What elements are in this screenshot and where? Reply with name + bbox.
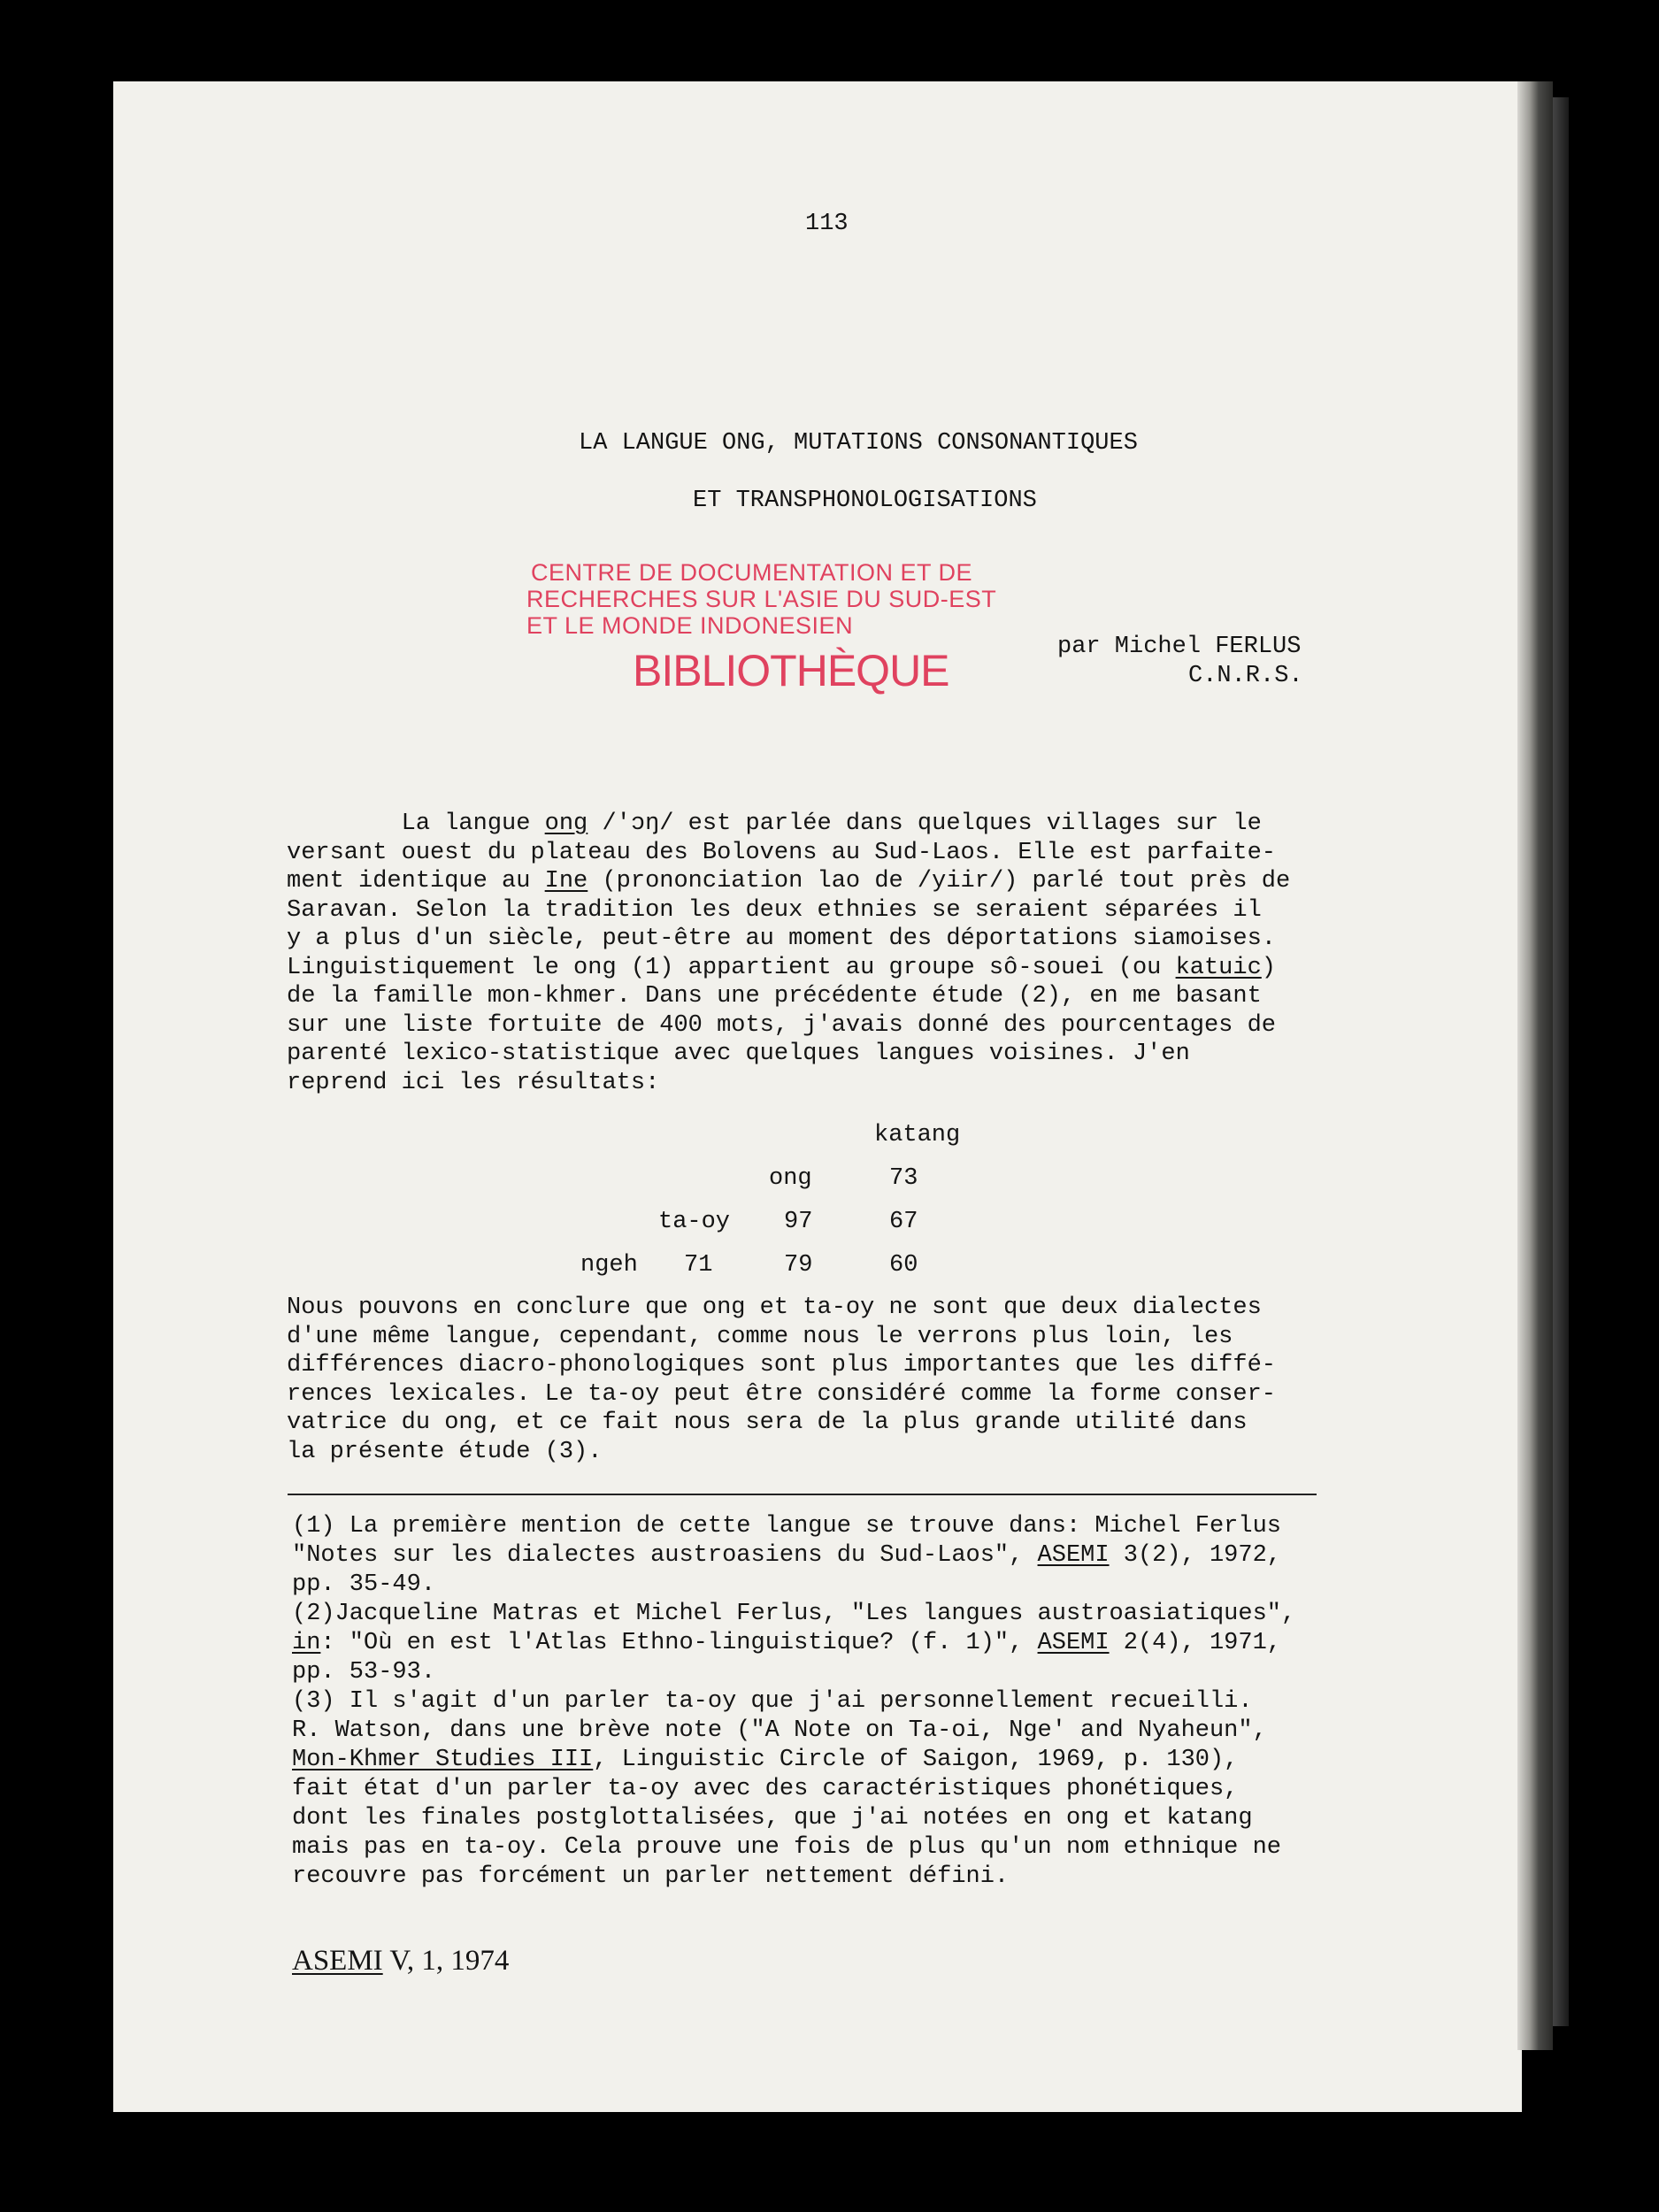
text-run: (prononciation lao de /yiir/) parlé tout près de (588, 868, 1291, 895)
table-row-label: ngeh (580, 1252, 638, 1279)
text-run: R. Watson, dans une brève note ("A Note on Ta-oi, Nge' and Nyaheun", (292, 1717, 1267, 1744)
table-header-katang: katang (874, 1122, 961, 1148)
text-run: sur une liste fortuite de 400 mots, j'avais donné des pourcentages de (287, 1011, 1276, 1039)
text-run: 3(2), 1972, (1109, 1542, 1281, 1569)
text-run: versant ouest du plateau des Bolovens au Sud-Laos. Elle est parfaite- (287, 839, 1276, 866)
body-line (287, 1293, 1262, 1323)
text-run: , Linguistic Circle of Saigon, 1969, p. 130), (593, 1747, 1239, 1773)
text-run: la présente étude (3). (287, 1438, 603, 1465)
underlined-term: in (292, 1630, 321, 1656)
body-line (287, 1039, 1190, 1069)
footnote-line (292, 1774, 1238, 1804)
text-run: ment identique au (287, 868, 545, 895)
text-run: mais pas en ta-oy. Cela prouve une fois de plus qu'un nom ethnique ne (292, 1834, 1281, 1861)
footnote-divider (288, 1494, 1317, 1495)
text-run: d'une même langue, cependant, comme nous le verrons plus loin, les (287, 1323, 1233, 1350)
table-cell: 73 (889, 1165, 918, 1192)
text-run: vatrice du ong, et ce fait nous sera de la plus grande utilité dans (287, 1409, 1248, 1436)
footnote-line (292, 1862, 1009, 1892)
body-line (287, 981, 1262, 1011)
text-run: Linguistiquement le ong (1) appartient au groupe sô-souei (ou (287, 954, 1176, 981)
body-line (287, 1408, 1248, 1438)
stamp-bibliotheque: BIBLIOTHÈQUE (633, 646, 949, 695)
body-line (287, 895, 1262, 926)
text-run: ) (1261, 954, 1276, 981)
footnote-line (292, 1716, 1267, 1746)
book-cover-edge (1553, 97, 1569, 2026)
footnote-line (292, 1745, 1238, 1775)
article-title-line2: ET TRANSPHONOLOGISATIONS (693, 488, 1037, 514)
body-line (287, 1437, 602, 1467)
author: par Michel FERLUS (1057, 634, 1302, 660)
table-cell: 67 (889, 1209, 918, 1235)
underlined-term: Ine (544, 868, 588, 895)
footnote-line (292, 1540, 1281, 1571)
affiliation: C.N.R.S. (1188, 663, 1303, 689)
footnote-line (292, 1511, 1281, 1541)
journal-footer (292, 1945, 509, 1978)
text-run: (2)Jacqueline Matras et Michel Ferlus, "Les langues austroasiatiques", (292, 1601, 1296, 1627)
body-line (287, 1350, 1276, 1380)
text-run: La langue (287, 810, 545, 837)
table-cell: 71 (684, 1252, 713, 1279)
underlined-term: ASEMI (1037, 1630, 1110, 1656)
text-run: de la famille mon-khmer. Dans une précédente étude (2), en me basant (287, 983, 1262, 1010)
body-line (287, 924, 1276, 954)
table-cell: 60 (889, 1252, 918, 1279)
footnote-line (292, 1599, 1295, 1629)
footnote-line (292, 1803, 1253, 1833)
text-run: Saravan. Selon la tradition les deux ethnies se seraient séparées il (287, 896, 1262, 924)
body-line (287, 953, 1276, 983)
table-row-label: ta-oy (658, 1209, 731, 1235)
stamp-line1: CENTRE DE DOCUMENTATION ET DE (531, 559, 973, 586)
journal-name: ASEMI (292, 1945, 383, 1977)
text-run: "Notes sur les dialectes austroasiens du Sud-Laos", (292, 1542, 1038, 1569)
footnote-line (292, 1832, 1281, 1863)
underlined-term: Mon-Khmer Studies III (292, 1747, 594, 1773)
table-cell: 79 (784, 1252, 813, 1279)
underlined-term: ASEMI (1037, 1542, 1110, 1569)
body-line (287, 1068, 659, 1098)
text-run: 2(4), 1971, (1109, 1630, 1281, 1656)
footnote-line (292, 1628, 1281, 1658)
stamp-line2: RECHERCHES SUR L'ASIE DU SUD-EST (526, 586, 997, 612)
text-run: (1) La première mention de cette langue se trouve dans: Michel Ferlus (292, 1513, 1281, 1540)
article-title-line1: LA LANGUE ONG, MUTATIONS CONSONANTIQUES (579, 430, 1138, 457)
page-stack-edge (1517, 81, 1553, 2050)
footnote-line (292, 1570, 435, 1600)
text-run: /'ɔŋ/ est parlée dans quelques villages sur le (588, 810, 1262, 837)
text-run: : "Où en est l'Atlas Ethno-linguistique? (f. 1)", (320, 1630, 1038, 1656)
text-run: parenté lexico-statistique avec quelques langues voisines. J'en (287, 1041, 1190, 1067)
footnote-line (292, 1657, 435, 1687)
underlined-term: ong (544, 810, 588, 837)
text-run: différences diacro-phonologiques sont plus importantes que les diffé- (287, 1352, 1276, 1379)
body-line (287, 1379, 1276, 1409)
body-line (287, 838, 1276, 868)
page-number: 113 (805, 211, 849, 237)
body-line (287, 866, 1290, 896)
table-cell: 97 (784, 1209, 813, 1235)
underlined-term: katuic (1175, 954, 1262, 981)
text-run: recouvre pas forcément un parler nettement défini. (292, 1863, 1010, 1890)
body-line (287, 809, 1262, 839)
text-run: fait état d'un parler ta-oy avec des caractéristiques phonétiques, (292, 1776, 1239, 1802)
text-run: (3) Il s'agit d'un parler ta-oy que j'ai personnellement recueilli. (292, 1688, 1253, 1715)
body-line (287, 1010, 1276, 1041)
footnote-line (292, 1686, 1253, 1717)
library-stamp (526, 559, 1022, 697)
journal-issue: V, 1, 1974 (382, 1945, 510, 1977)
text-run: y a plus d'un siècle, peut-être au moment des déportations siamoises. (287, 926, 1276, 952)
text-run: dont les finales postglottalisées, que j'ai notées en ong et katang (292, 1805, 1253, 1832)
text-run: reprend ici les résultats: (287, 1069, 660, 1096)
text-run: Nous pouvons en conclure que ong et ta-oy ne sont que deux dialectes (287, 1294, 1262, 1321)
stamp-line3: ET LE MONDE INDONESIEN (526, 612, 854, 639)
body-line (287, 1322, 1233, 1352)
text-run: pp. 35-49. (292, 1571, 436, 1598)
table-row-label: ong (769, 1165, 812, 1192)
text-run: pp. 53-93. (292, 1659, 436, 1686)
text-run: rences lexicales. Le ta-oy peut être considéré comme la forme conser- (287, 1380, 1276, 1408)
